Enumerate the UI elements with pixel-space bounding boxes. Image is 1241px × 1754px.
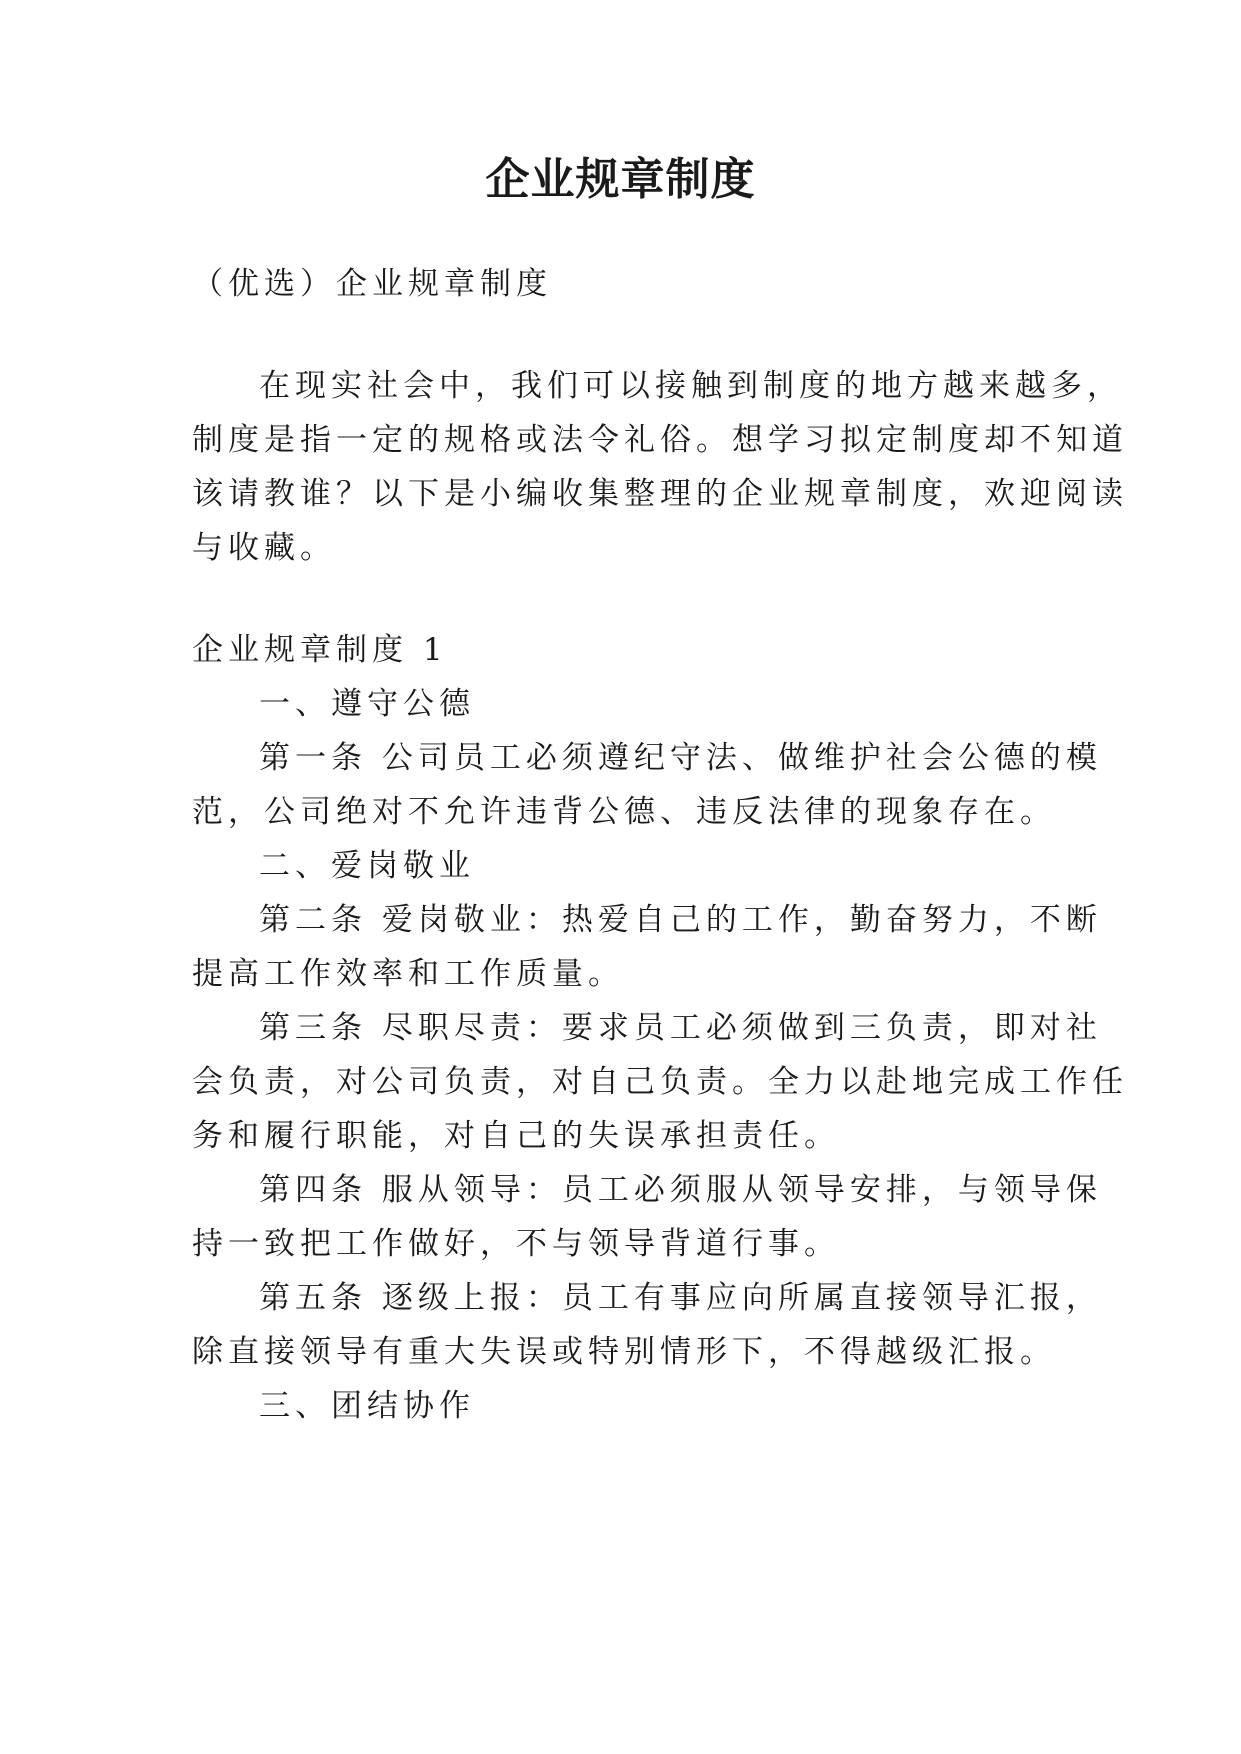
- body-line: 第四条 服从领导：员工必须服从领导安排，与领导保: [259, 1172, 1102, 1208]
- intro-line-4: 与收藏。: [192, 530, 336, 566]
- body-line: 第一条 公司员工必须遵纪守法、做维护社会公德的模: [259, 740, 1102, 776]
- subtitle: （优选）企业规章制度: [192, 266, 552, 302]
- intro-line-3: 该请教谁？以下是小编收集整理的企业规章制度，欢迎阅读: [192, 476, 1128, 512]
- heading-2: 二、爱岗敬业: [259, 848, 475, 884]
- body-line: 提高工作效率和工作质量。: [192, 956, 624, 992]
- body-line: 第五条 逐级上报：员工有事应向所属直接领导汇报，: [259, 1280, 1102, 1316]
- heading-1: 一、遵守公德: [259, 686, 475, 722]
- body-line: 除直接领导有重大失误或特别情形下，不得越级汇报。: [192, 1334, 1056, 1370]
- body-line: 第二条 爱岗敬业：热爱自己的工作，勤奋努力，不断: [259, 902, 1102, 938]
- section-title: 企业规章制度 1: [192, 632, 448, 668]
- heading-3: 三、团结协作: [259, 1388, 475, 1424]
- page-title: 企业规章制度: [485, 154, 756, 205]
- body-line: 务和履行职能，对自己的失误承担责任。: [192, 1118, 840, 1154]
- body-line: 范，公司绝对不允许违背公德、违反法律的现象存在。: [192, 794, 1056, 830]
- intro-line-2: 制度是指一定的规格或法令礼俗。想学习拟定制度却不知道: [192, 422, 1128, 458]
- body-line: 第三条 尽职尽责：要求员工必须做到三负责，即对社: [259, 1010, 1102, 1046]
- body-line: 会负责，对公司负责，对自己负责。全力以赴地完成工作任: [192, 1064, 1128, 1100]
- body-line: 持一致把工作做好，不与领导背道行事。: [192, 1226, 840, 1262]
- intro-line-1: 在现实社会中，我们可以接触到制度的地方越来越多，: [259, 368, 1123, 404]
